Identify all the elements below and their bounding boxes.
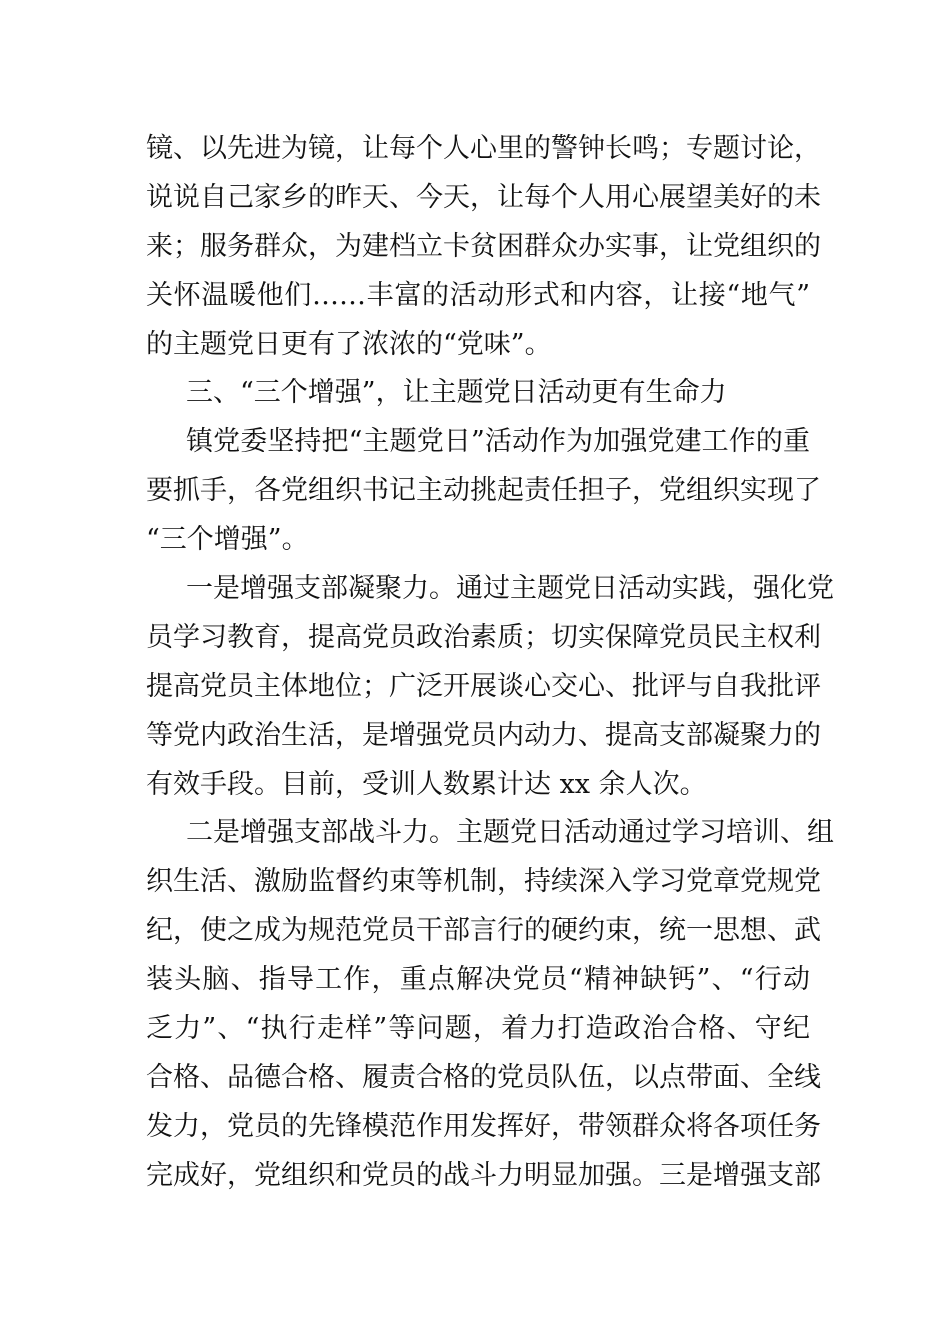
text-line: 要抓手，各党组织书记主动挑起责任担子，党组织实现了	[146, 475, 821, 507]
body-text	[146, 125, 834, 1201]
text-line: 员学习教育，提高党员政治素质；切实保障党员民主权利	[146, 621, 821, 653]
text-line: 镜、以先进为镜，让每个人心里的警钟长鸣；专题讨论，	[146, 133, 821, 164]
text-line: 等党内政治生活，是增强党员内动力、提高支部凝聚力的	[146, 719, 821, 751]
text-line: 的主题党日更有了浓浓的“党味”。	[146, 328, 552, 360]
text-line: 有效手段。目前，受训人数累计达 xx 余人次。	[146, 768, 707, 800]
text-line: 提高党员主体地位；广泛开展谈心交心、批评与自我批评	[146, 670, 821, 702]
text-line: 乏力”、“执行走样”等问题，着力打造政治合格、守纪	[146, 1013, 810, 1045]
text-line: 发力，党员的先锋模范作用发挥好，带领群众将各项任务	[146, 1110, 821, 1142]
text-line: 纪，使之成为规范党员干部言行的硬约束，统一思想、武	[146, 915, 821, 947]
text-line: 一是增强支部凝聚力。通过主题党日活动实践，强化党	[186, 573, 834, 605]
section-heading: 三、“三个增强”，让主题党日活动更有生命力	[186, 377, 727, 409]
text-line: 来；服务群众，为建档立卡贫困群众办实事，让党组织的	[146, 230, 821, 262]
text-line: “三个增强”。	[146, 524, 309, 556]
text-line: 装头脑、指导工作，重点解决党员“精神缺钙”、“行动	[146, 964, 810, 996]
text-line: 织生活、激励监督约束等机制，持续深入学习党章党规党	[146, 866, 821, 898]
text-line: 合格、品德合格、履责合格的党员队伍，以点带面、全线	[146, 1061, 821, 1093]
text-line: 关怀温暖他们……丰富的活动形式和内容，让接“地气”	[146, 279, 810, 311]
text-line: 镇党委坚持把“主题党日”活动作为加强党建工作的重	[186, 426, 810, 458]
text-line: 完成好，党组织和党员的战斗力明显加强。三是增强支部	[146, 1159, 821, 1191]
text-line: 二是增强支部战斗力。主题党日活动通过学习培训、组	[186, 817, 834, 849]
text-line: 说说自己家乡的昨天、今天，让每个人用心展望美好的未	[146, 181, 821, 213]
